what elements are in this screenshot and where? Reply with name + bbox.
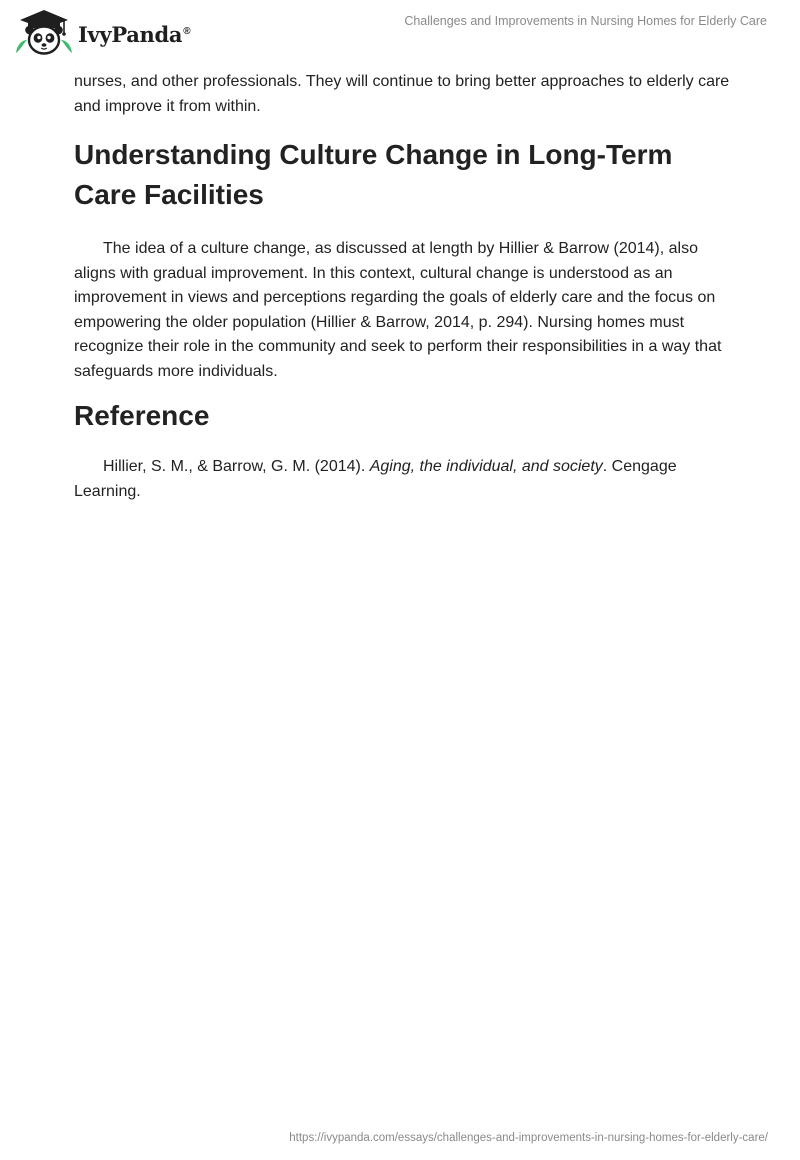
intro-paragraph: nurses, and other professionals. They will continue to bring better approaches to elderly care and improve it from within. [74,73,730,115]
essay-content [74,70,734,504]
page-header [0,0,800,62]
brand-name [78,22,190,47]
registered-mark: ® [183,25,191,37]
ivypanda-logo[interactable] [14,9,190,57]
source-url[interactable]: https://ivypanda.com/essays/challenges-and-improvements-in-nursing-homes-for-elderly-care/ [289,1132,768,1144]
document-title: Challenges and Improvements in Nursing Homes for Elderly Care [404,14,767,28]
reference-title: Aging, the individual, and society [369,458,603,475]
culture-change-paragraph: The idea of a culture change, as discussed at length by Hillier & Barrow (2014), also aligns with gradual improvement. In this context, cultural change is understood as an improvement in views and perceptions regarding the goals of elderly care and the focus on empowering the older population (Hillier & Barrow, 2014, p. 294). Nursing homes must recognize their role in the community and seek to perform their responsibilities in a way that safeguards more individuals. [74,240,722,380]
reference-publisher: . Cengage Learning. [74,458,677,500]
panda-graduation-cap-icon [14,9,74,57]
brand-wordmark: IvyPanda [78,21,183,47]
reference-heading: Reference [74,400,210,431]
reference-authors: Hillier, S. M., & Barrow, G. M. (2014). [103,458,370,475]
reference-entry [74,455,734,504]
culture-change-heading: Understanding Culture Change in Long-Term Care Facilities [74,139,673,210]
